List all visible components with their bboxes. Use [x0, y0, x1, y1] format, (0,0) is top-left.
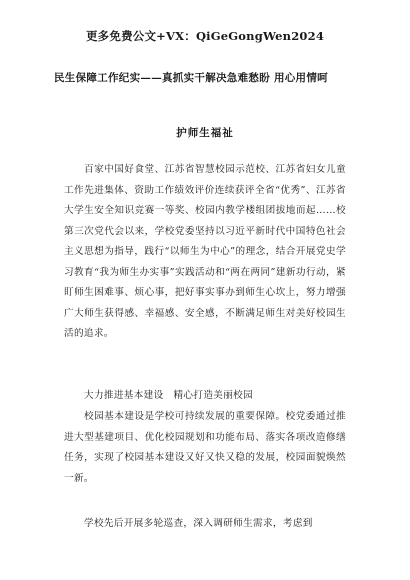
paragraph-construction: 校园基本建设是学校可持续发展的重要保障。校党委通过推进大型基建项目、优化校园规划和功能布局、落实各项改造修缮任务，实现了校园基本建设又好又快又稳的发展，校园面貌焕然一新。 [64, 411, 346, 484]
section-heading: 大力推进基本建设 精心打造美丽校园 [84, 390, 254, 401]
document-title: 民生保障工作纪实——真抓实干解决急难愁盼 用心用情呵 [54, 72, 328, 84]
promo-header: 更多免费公文+VX：QiGeGongWen2024 [85, 29, 325, 43]
paragraph-intro: 百家中国好食堂、江苏省智慧校园示范校、江苏省妇女儿童工作先进集体、资助工作绩效评价连续获评全省“优秀”、江苏省大学生安全知识竞赛一等奖、校园内教学楼组团拔地而起……校第三次党代会以来，学校党委坚持以习近平新时代中国特色社会主义思想为指导，践行“以师生为中心”的理念，结合开展党史学习教育“我为师生办实事”实践活动和“两在两同”建新功行动，紧盯师生困难事、烦心事，把好事实事办到师生心坎上，努力增强广大师生获得感、幸福感、安全感，不断满足师生对美好校园生活的追求。 [64, 164, 346, 339]
document-subtitle: 护师生福祉 [176, 127, 234, 139]
paragraph-inspection: 学校先后开展多轮巡查，深入调研师生需求，考虑到 [84, 518, 313, 529]
